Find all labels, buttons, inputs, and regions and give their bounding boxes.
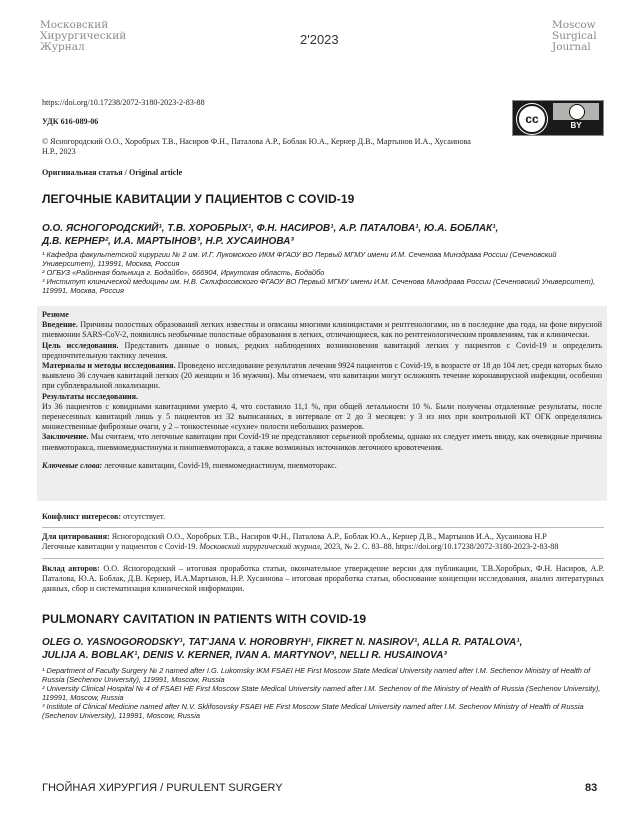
- conflict-label: Конфликт интересов:: [42, 512, 122, 521]
- abstract-keywords: [42, 461, 602, 471]
- citation-label: Для цитирования:: [42, 532, 110, 541]
- citation-journal: Московский хирургический журнал,: [199, 542, 322, 552]
- results-label: Результаты исследования.: [42, 391, 139, 401]
- journal-logo-left: [40, 20, 150, 53]
- en-affiliation-3: ³ Institute of Clinical Medicine named after N.V. Sklifosovsky FSAEI HE First Moscow State Medical University named after I.M. Sechenov Ministry of Health of Russia (Sechenov University), 119991, Moscow, Russia: [42, 702, 584, 720]
- logo-left-line1: Московский: [40, 19, 109, 31]
- citation-text-1: Ясногородский О.О., Хоробрых Т.В., Насиров Ф.Н., Паталова А.Р., Боблак Ю.А., Кернер Д.В., Мартынов И.А., Хусаинова Н.Р: [111, 532, 547, 541]
- conclusion-text: Мы считаем, что легочные кавитации при Covid-19 не представляют серьезной проблемы, однако их следует иметь ввиду, как очевидные причины пневмоторакса, пневмомедиастинума и пиопневмоторакса, а также возможных источников легочного кровотечения.: [42, 432, 602, 452]
- abstract-intro: [42, 320, 602, 340]
- en-title: PULMONARY CAVITATION IN PATIENTS WITH COVID-19: [42, 612, 367, 626]
- citation-text-2: Легочные кавитации у пациентов с Covid-19.: [42, 542, 198, 552]
- author-contribution: [42, 564, 604, 595]
- person-icon: [569, 104, 585, 120]
- divider-1: [42, 527, 604, 528]
- contribution-text: О.О. Ясногородский – итоговая проработка статьи, окончательное утверждение версии для публикации, Т.В.Хоробрых, Ф.Н. Насиров, А.Р. Паталова, Ю.А. Боблак, Д.В. Кернер, И.А.Мартынов, Н.Р. Хусаинова – итоговая проработка статьи, обоснование концепции исследования, анализ литературных данных, сбор и систематизация клинической информации.: [42, 564, 604, 594]
- cc-icon: cc: [517, 104, 547, 134]
- page-number: 83: [585, 782, 598, 794]
- keywords-label: Ключевые слова:: [42, 460, 103, 470]
- aim-label: Цель исследования.: [42, 340, 119, 350]
- en-authors: [42, 636, 612, 662]
- conflict-of-interest: [42, 512, 165, 522]
- en-affiliation-1: ¹ Department of Faculty Surgery № 2 named after I.G. Lukomsky IKM FSAEI HE First Moscow State Medical University named after I.M. Sechenov Ministry of Health of Russia (Sechenov University), 119991, Moscow, Russia: [42, 666, 591, 684]
- copyright: © Ясногородский О.О., Хоробрых Т.В., Насиров Ф.Н., Паталова А.Р., Боблак Ю.А., Кернер Д.В., Мартынов И.А., Хусаинова Н.Р., 2023: [42, 137, 471, 157]
- abstract-heading: Резюме: [42, 310, 69, 319]
- ru-authors: [42, 222, 602, 248]
- en-affiliations: [42, 666, 602, 720]
- ru-affiliation-1: ¹ Кафедра факультетской хирургии № 2 им. И.Г. Лукомского ИКМ ФГАОУ ВО Первый МГМУ имени И.М. Сеченова Минздрава России (Сеченовский Университет), 119991, Москва, Россия: [42, 250, 557, 268]
- footer-section: ГНОЙНАЯ ХИРУРГИЯ / PURULENT SURGERY: [42, 782, 283, 794]
- logo-right-line1: Moscow: [552, 19, 596, 31]
- en-authors-line2: JULIJA A. BOBLAK¹, DENIS V. KERNER, IVAN A. MARTYNOV³, NELLI R. HUSAINOVA³: [42, 650, 447, 661]
- citation-text-3: 2023, № 2. С. 83–88. https://doi.org/10.17238/2072-3180-2023-2-83-88: [323, 542, 559, 552]
- udk-code: УДК 616-089-06: [42, 117, 99, 126]
- journal-logo-right: [552, 20, 622, 53]
- methods-text: Проведено исследование результатов лечения 9924 пациентов с Covid-19, в возрасте от 18 до 104 лет, среди которых было выявлено 36 случаев кавитаций легких (20 женщин и 16 мужчин). Мы отмечаем, что кавитации могут осложнять течение коронавирусной инфекции, особенно при субплевральной локализации.: [42, 361, 602, 391]
- conflict-text: отсутствует.: [123, 512, 165, 521]
- issue-number: 2'2023: [300, 32, 339, 47]
- logo-left-line3: Журнал: [40, 41, 85, 53]
- aim-text: Представить данные о новых, редких наблюдениях возникновения кавитаций легких у пациентов с Covid-19 и определить предпочтительную тактику лечения.: [42, 340, 602, 360]
- intro-text: Причины полостных образований легких известны и описаны многими клиницистами и рентгенологами, но в последние два года, на фоне вирусной пневмонии SARS-CoV-2, появились необычные полостные образования в легких, отличающиеся, как по рентгенологическим проявлениям, так и клинически.: [42, 320, 602, 340]
- abstract-aim: [42, 341, 602, 361]
- logo-right-line2: Surgical: [552, 30, 597, 42]
- methods-label: Материалы и методы исследования.: [42, 361, 176, 371]
- by-label: BY: [570, 121, 582, 130]
- en-authors-line1: OLEG O. YASNOGORODSKY¹, TAT'JANA V. HOROBRYH¹, FIKRET N. NASIROV¹, ALLA R. PATALOVA¹,: [42, 637, 523, 648]
- divider-2: [42, 558, 604, 559]
- contribution-label: Вклад авторов:: [42, 564, 100, 573]
- ru-affiliations: [42, 250, 602, 295]
- intro-label: Введение.: [42, 320, 78, 330]
- en-affiliation-2: ² University Clinical Hospital № 4 of FSAEI HE First Moscow State Medical University named after I.M. Sechenov of the Ministry of Health of Russia (Sechenov University), 119991, Moscow, Russia: [42, 684, 601, 702]
- logo-right-line3: Journal: [552, 41, 591, 53]
- cc-top-strip: [553, 103, 599, 120]
- article-type: Оригинальная статья / Original article: [42, 168, 183, 177]
- cc-by-license-badge[interactable]: [512, 100, 604, 136]
- ru-affiliation-2: ² ОГБУЗ «Районная больница г. Бодайбо», 666904, Иркутская область, Бодайбо: [42, 268, 325, 277]
- citation: [42, 532, 604, 552]
- results-text: Из 36 пациентов с ковидными кавитациями умерло 4, что составило 11,1 %, при общей летальности 10 %. Были получены отдаленные результаты, после перенесенных кавитаций лишь у 5 пациентов из 32 выписанных, в интервале от 2 до 3 месяцев: у 3 из них при контрольной КТ ОГК определялись множественные фиброзные очаги, у 2 – тонкостенные «сухие» полости небольших размеров.: [42, 401, 602, 432]
- abstract-conclusion: [42, 432, 602, 452]
- ru-title: ЛЕГОЧНЫЕ КАВИТАЦИИ У ПАЦИЕНТОВ С COVID-19: [42, 192, 355, 206]
- ru-authors-line2: Д.В. КЕРНЕР², И.А. МАРТЫНОВ³, Н.Р. ХУСАИНОВА³: [42, 236, 294, 247]
- conclusion-label: Заключение.: [42, 432, 89, 442]
- doi-link[interactable]: https://doi.org/10.17238/2072-3180-2023-2-83-88: [42, 98, 205, 107]
- keywords-text: легочные кавитации, Covid-19, пневмомедиастинум, пневмоторакс.: [104, 460, 337, 470]
- logo-left-line2: Хирургический: [40, 30, 127, 42]
- ru-affiliation-3: ³ Институт клинической медицины им. Н.В. Склифосовского ФГАОУ ВО Первый МГМУ имени И.М. Сеченова Минздрава России (Сеченовский Университет), 119991, Москва, Россия: [42, 277, 596, 295]
- abstract-methods: [42, 361, 602, 392]
- ru-authors-line1: О.О. ЯСНОГОРОДСКИЙ¹, Т.В. ХОРОБРЫХ¹, Ф.Н. НАСИРОВ¹, А.Р. ПАТАЛОВА¹, Ю.А. БОБЛАК¹,: [42, 223, 499, 234]
- abstract-box: [37, 306, 607, 501]
